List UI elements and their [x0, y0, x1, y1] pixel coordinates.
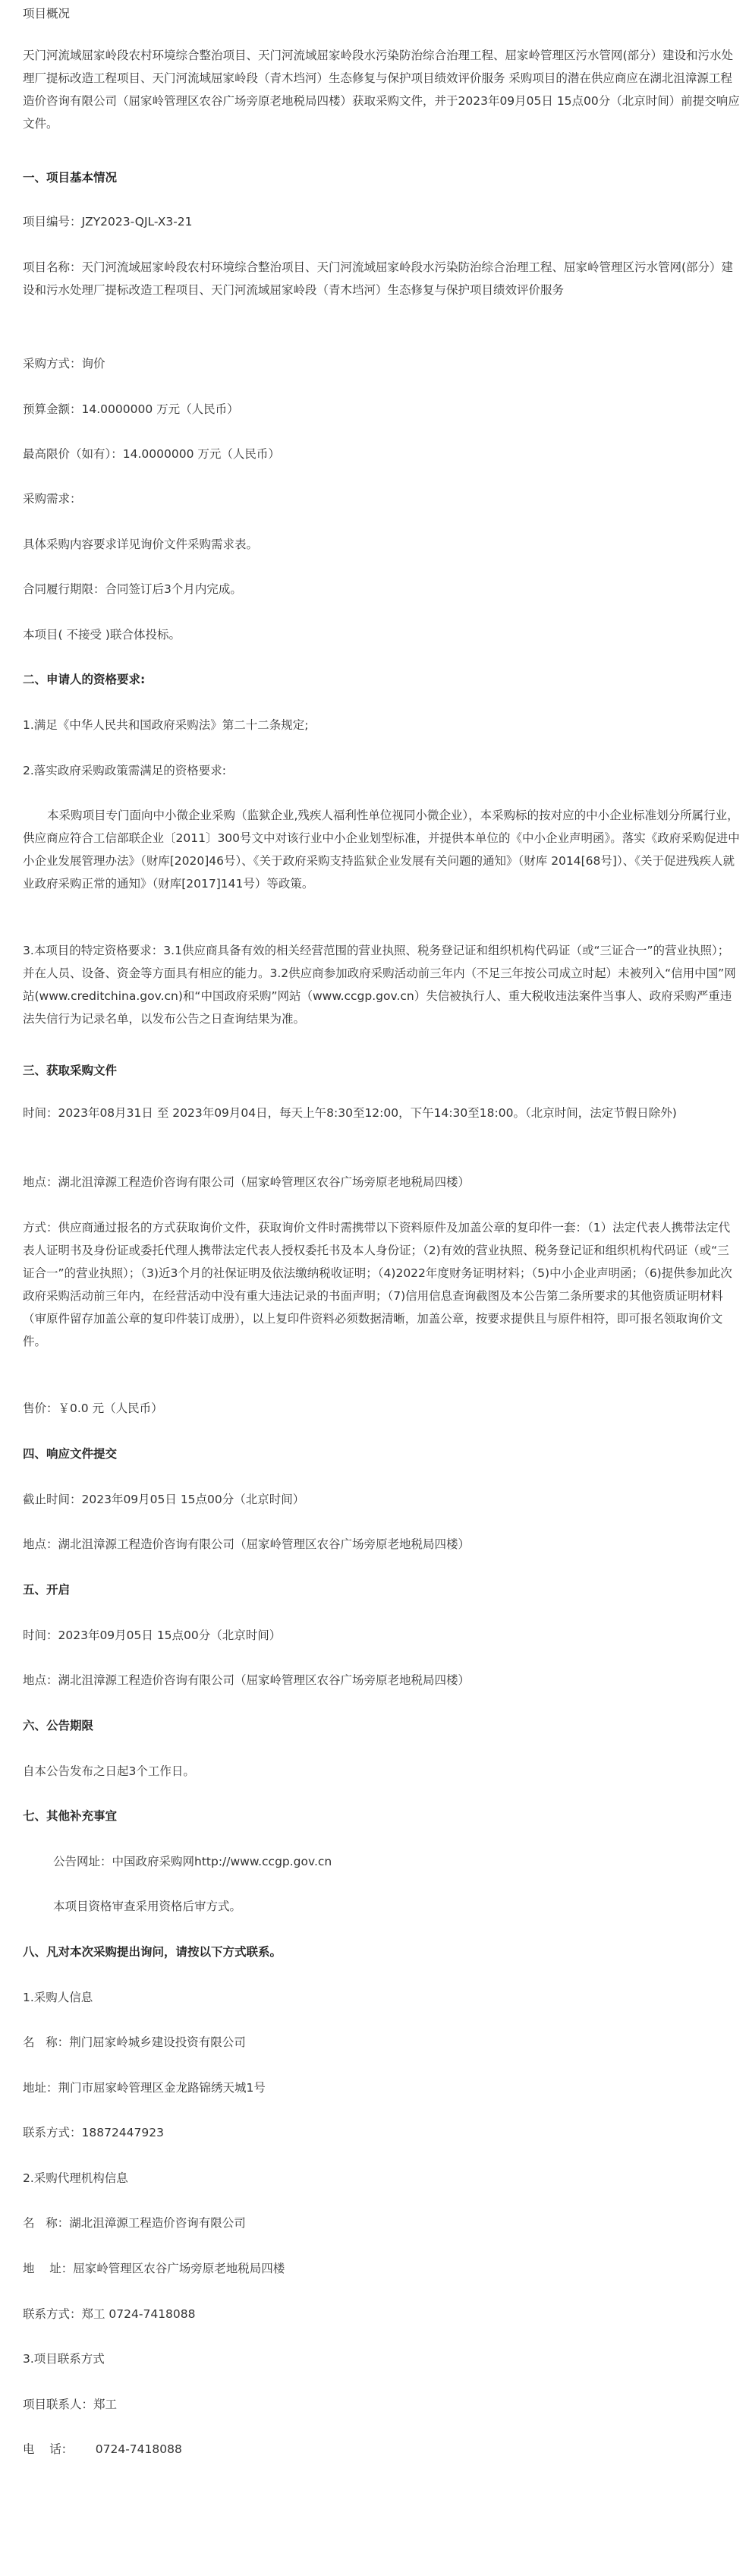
purchaser-name: 名 称：荆门屈家岭城乡建设投资有限公司	[23, 2035, 246, 2049]
contract-term: 合同履行期限：合同签订后3个月内完成。	[23, 582, 242, 596]
section-heading-basic-info: 一、项目基本情况	[23, 171, 118, 184]
opening-time: 时间：2023年09月05日 15点00分（北京时间）	[23, 1629, 282, 1642]
qualification-req-2-detail: 本采购项目专门面向中小微企业采购（监狱企业,残疾人福利性单位视同小微企业），本采购标的按对应的中小企业标准划分所属行业，供应商应符合工信部联企业〔2011〕300号文中对该行业中小企业划型标准，并提供本单位的《中小企业声明函》。落实《政府采购促进中小企业发展管理办法》（财库[2020]46号）、《关于政府采购支持监狱企业发展有关问题的通知》（财库 2014[68号]）、《关于促进残疾人就业政府采购正常的通知》（财库[2017]141号）等政策。	[23, 809, 740, 891]
procurement-needs-detail: 具体采购内容要求详见询价文件采购需求表。	[23, 538, 259, 551]
obtain-place: 地点：湖北沮漳源工程造价咨询有限公司（屈家岭管理区农谷广场旁原老地税局四楼）	[23, 1175, 470, 1189]
project-name: 项目名称：天门河流域屈家岭段农村环境综合整治项目、天门河流域屈家岭段水污染防治综合治理工程、屈家岭管理区污水管网(部分）建设和污水处理厂提标改造工程项目、天门河流域屈家岭段（青木垱河）生态修复与保护项目绩效评价服务	[23, 260, 734, 297]
notice-website: 公告网址：中国政府采购网http://www.ccgp.gov.cn	[53, 1855, 332, 1868]
purchaser-info-title: 1.采购人信息	[23, 1991, 93, 2004]
agency-name: 名 称：湖北沮漳源工程造价咨询有限公司	[23, 2216, 246, 2230]
submission-deadline: 截止时间：2023年09月05日 15点00分（北京时间）	[23, 1493, 305, 1506]
section-heading-notice-period: 六、公告期限	[23, 1719, 94, 1733]
qualification-req-1: 1.满足《中华人民共和国政府采购法》第二十二条规定;	[23, 718, 309, 732]
purchaser-phone: 联系方式：18872447923	[23, 2126, 164, 2139]
qualification-req-2: 2.落实政府采购政策需满足的资格要求:	[23, 764, 227, 777]
purchaser-address: 地址：荆门市屈家岭管理区金龙路锦绣天城1号	[23, 2081, 266, 2095]
max-price: 最高限价（如有）：14.0000000 万元（人民币）	[23, 447, 280, 461]
project-number: 项目编号：JZY2023-QJL-X3-21	[23, 215, 193, 229]
project-contact-phone: 电 话： 0724-7418088	[23, 2442, 182, 2456]
section-heading-contact: 八、凡对本次采购提出询问，请按以下方式联系。	[23, 1945, 282, 1959]
review-method: 本项目资格审查采用资格后审方式。	[53, 1900, 242, 1913]
section-heading-submission: 四、响应文件提交	[23, 1447, 118, 1461]
opening-place: 地点：湖北沮漳源工程造价咨询有限公司（屈家岭管理区农谷广场旁原老地税局四楼）	[23, 1673, 470, 1687]
notice-period-text: 自本公告发布之日起3个工作日。	[23, 1764, 195, 1778]
obtain-time: 时间：2023年08月31日 至 2023年09月04日，每天上午8:30至12:00，下午14:30至18:00。（北京时间，法定节假日除外)	[23, 1106, 677, 1120]
section-heading-qualification: 二、申请人的资格要求:	[23, 673, 146, 686]
section-heading-supplementary: 七、其他补充事宜	[23, 1809, 118, 1823]
agency-phone: 联系方式：郑工 0724-7418088	[23, 2307, 196, 2321]
page-title: 项目概况	[23, 7, 71, 20]
procurement-needs-label: 采购需求：	[23, 492, 82, 506]
project-contact-title: 3.项目联系方式	[23, 2352, 105, 2366]
section-heading-obtain-docs: 三、获取采购文件	[23, 1064, 118, 1077]
obtain-method: 方式：供应商通过报名的方式获取询价文件，获取询价文件时需携带以下资料原件及加盖公章的复印件一套：（1）法定代表人携带法定代表人证明书及身份证或委托代理人携带法定代表人授权委托书及本人身份证；（2)有效的营业执照、税务登记证和组织机构代码证（或“三证合一”的营业执照）；（3)近3个月的社保证明及依法缴纳税收证明；（4)2022年度财务证明材料；（5)中小企业声明函；（6)提供参加此次政府采购活动前三年内，在经营活动中没有重大违法记录的书面声明；（7)信用信息查询截图及本公告第二条所要求的其他资质证明材料（审原件留存加盖公章的复印件装订成册），以上复印件资料必须数据清晰，加盖公章，按要求提供且与原件相符，即可报名领取询价文件。	[23, 1221, 732, 1348]
budget-amount: 预算金额：14.0000000 万元（人民币）	[23, 402, 239, 416]
procurement-method: 采购方式：询价	[23, 357, 105, 370]
project-contact-person: 项目联系人：郑工	[23, 2398, 118, 2411]
submission-place: 地点：湖北沮漳源工程造价咨询有限公司（屈家岭管理区农谷广场旁原老地税局四楼）	[23, 1537, 470, 1551]
agency-info-title: 2.采购代理机构信息	[23, 2171, 128, 2185]
section-heading-opening: 五、开启	[23, 1583, 71, 1597]
agency-address: 地 址：屈家岭管理区农谷广场旁原老地税局四楼	[23, 2262, 285, 2275]
qualification-req-3: 3.本项目的特定资格要求：3.1供应商具备有效的相关经营范围的营业执照、税务登记证和组织机构代码证（或“三证合一”的营业执照）；并在人员、设备、资金等方面具有相应的能力。3.2供应商参加政府采购活动前三年内（不足三年按公司成立时起）未被列入“信用中国”网站(www.creditchina.gov.cn)和“中国政府采购”网站（www.ccgp.gov.cn）失信被执行人、重大税收违法案件当事人、政府采购严重违法失信行为记录名单，以发布公告之日查询结果为准。	[23, 944, 736, 1026]
consortium-note: 本项目( 不接受 )联合体投标。	[23, 628, 181, 642]
project-overview: 天门河流域屈家岭段农村环境综合整治项目、天门河流域屈家岭段水污染防治综合治理工程、屈家岭管理区污水管网(部分）建设和污水处理厂提标改造工程项目、天门河流域屈家岭段（青木垱河）生态修复与保护项目绩效评价服务 采购项目的潜在供应商应在湖北沮漳源工程造价咨询有限公司（屈家岭管理区农谷广场旁原老地税局四楼）获取采购文件，并于2023年09月05日 15点00分（北京时间）前提交响应文件。	[23, 49, 740, 131]
document-price: 售价：￥0.0 元（人民币）	[23, 1402, 163, 1415]
